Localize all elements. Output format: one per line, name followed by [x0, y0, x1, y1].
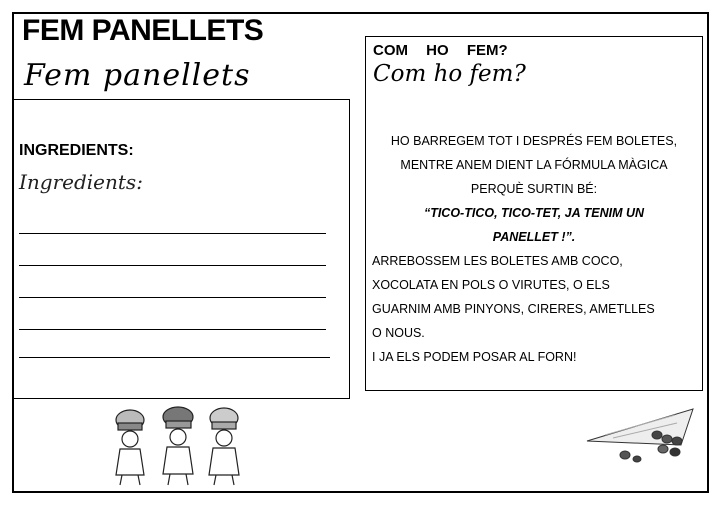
method-line: MENTRE ANEM DIENT LA FÓRMULA MÀGICA: [400, 158, 668, 172]
method-label-script: Com ho fem?: [373, 61, 526, 87]
children-carrying-panellets-illustration: [100, 405, 250, 490]
method-box: [365, 36, 703, 391]
method-line: GUARNIM AMB PINYONS, CIRERES, AMETLLES: [372, 302, 655, 316]
writing-line[interactable]: [19, 357, 330, 358]
method-line: I JA ELS PODEM POSAR AL FORN!: [372, 350, 577, 364]
method-label: COM HO FEM?: [373, 42, 508, 59]
ingredients-label: INGREDIENTS:: [19, 142, 134, 159]
page-title-script: Fem panellets: [24, 58, 251, 93]
writing-line[interactable]: [19, 329, 326, 330]
method-line: HO BARREGEM TOT I DESPRÉS FEM BOLETES,: [390, 134, 678, 148]
magic-formula-line: “TICO-TICO, TICO-TET, JA TENIM UN: [423, 206, 645, 220]
method-line: ARREBOSSEM LES BOLETES AMB COCO,: [372, 254, 623, 268]
ingredients-label-script: Ingredients:: [19, 170, 143, 194]
method-line: XOCOLATA EN POLS O VIRUTES, O ELS: [372, 278, 610, 292]
method-line: PERQUÈ SURTIN BÉ:: [470, 182, 598, 196]
writing-line[interactable]: [19, 233, 326, 234]
page-title: FEM PANELLETS: [22, 14, 264, 47]
magic-formula-line: PANELLET !”.: [492, 230, 576, 244]
writing-line[interactable]: [19, 265, 326, 266]
writing-line[interactable]: [19, 297, 326, 298]
paper-cone-chestnuts-illustration: [585, 405, 697, 465]
ingredients-box: [12, 99, 350, 399]
method-line: O NOUS.: [372, 326, 425, 340]
